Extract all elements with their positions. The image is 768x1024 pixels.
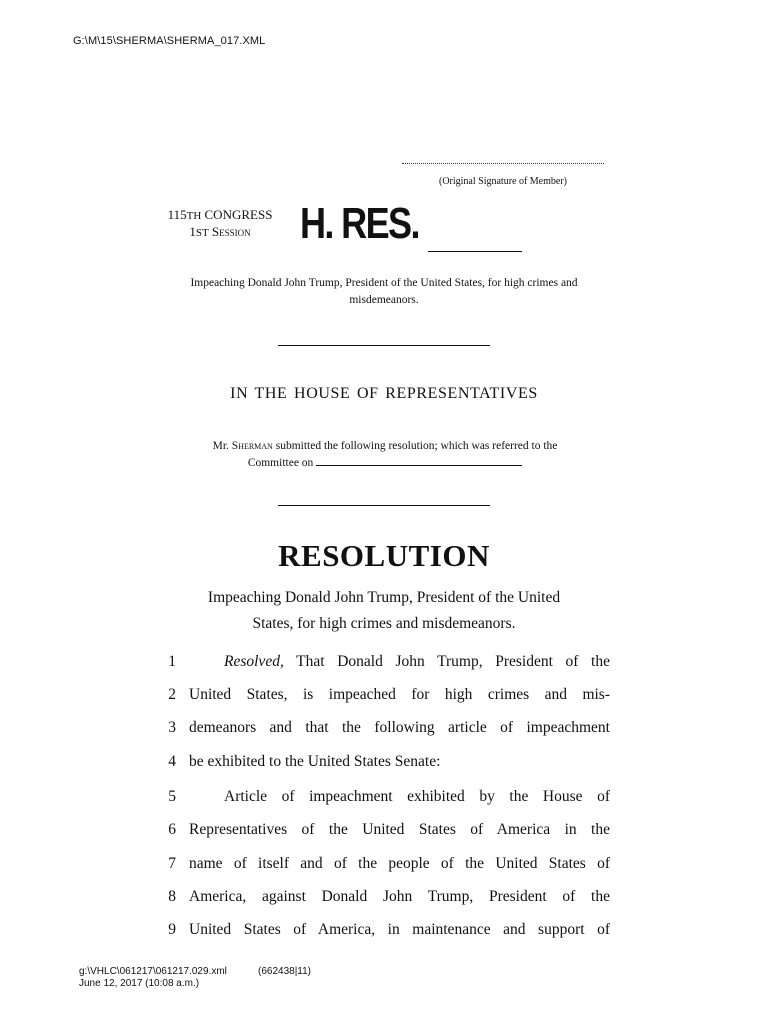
session-number: 1 — [189, 224, 196, 239]
bill-designation: H. RES. — [300, 199, 419, 248]
body-line-9 — [160, 918, 612, 942]
divider-rule-bottom — [278, 505, 490, 506]
congress-word: CONGRESS — [204, 207, 273, 222]
body-line-3 — [160, 716, 612, 740]
line-text: demeanors and that the following article of impeachment — [189, 719, 610, 736]
footer-date: June 12, 2017 (10:08 a.m.) — [79, 978, 200, 989]
line-number: 3 — [168, 719, 176, 736]
body-line-2 — [160, 683, 612, 707]
long-title — [160, 585, 608, 637]
line-text: name of itself and of the people of the United States of — [189, 855, 610, 872]
line-number: 7 — [168, 855, 176, 872]
congress-number-suffix: TH — [186, 210, 202, 222]
body-line-4 — [160, 750, 612, 774]
line-number: 2 — [168, 686, 176, 703]
short-title: Impeaching Donald John Trump, President of the United States, for high crimes and misdemeanors. — [190, 277, 578, 306]
line-number: 9 — [168, 921, 176, 938]
line-number: 6 — [168, 821, 176, 838]
submission-text: submitted the following resolution; which was referred to the — [272, 440, 558, 452]
congress-number: 115 — [167, 207, 187, 222]
line-number: 4 — [168, 753, 176, 770]
line-text: Article of impeachment exhibited by the House of — [224, 788, 610, 805]
body-line-8 — [160, 885, 612, 909]
submission-prefix: Mr. — [212, 440, 232, 452]
member-name: Sherman — [231, 440, 273, 452]
session-line — [150, 224, 290, 241]
body-line-6 — [160, 818, 612, 842]
signature-label: (Original Signature of Member) — [438, 176, 568, 187]
resolved-clause: Resolved, — [224, 653, 284, 670]
congress-line — [150, 207, 290, 224]
signature-dotted-line — [402, 157, 604, 164]
line-text: America, against Donald John Trump, President of the — [189, 888, 610, 905]
line-number: 1 — [168, 653, 176, 670]
body-line-7 — [160, 852, 612, 876]
committee-blank — [316, 455, 522, 466]
line-text: be exhibited to the United States Senate: — [189, 753, 441, 770]
line-number: 8 — [168, 888, 176, 905]
session-word: Session — [211, 224, 251, 239]
committee-text: Committee on — [247, 457, 317, 469]
congress-session-block — [150, 207, 290, 241]
line-text: United States of America, in maintenance and support of — [189, 921, 610, 938]
submission-statement — [165, 438, 605, 472]
file-path-header: G:\M\15\SHERMA\SHERMA_017.XML — [73, 35, 266, 47]
long-title-line: Impeaching Donald John Trump, President of the United — [207, 589, 561, 606]
line-text: Representatives of the United States of America in the — [189, 821, 610, 838]
line-number: 5 — [168, 788, 176, 805]
line-text: Resolved, That Donald John Trump, President of the — [224, 653, 610, 670]
resolution-heading: RESOLUTION — [278, 538, 490, 573]
footer-file-path: g:\VHLC\061217\061217.029.xml — [79, 966, 227, 977]
bill-number-blank — [428, 251, 522, 252]
footer-document-id: (662438|11) — [258, 966, 312, 977]
line-text: United States, is impeached for high crimes and mis- — [189, 686, 610, 703]
long-title-line: States, for high crimes and misdemeanors. — [252, 615, 516, 632]
body-line-1 — [160, 650, 612, 674]
body-line-5 — [160, 785, 612, 809]
session-number-suffix: ST — [195, 227, 209, 239]
divider-rule-top — [278, 345, 490, 346]
house-heading: IN THE HOUSE OF REPRESENTATIVES — [230, 385, 538, 402]
